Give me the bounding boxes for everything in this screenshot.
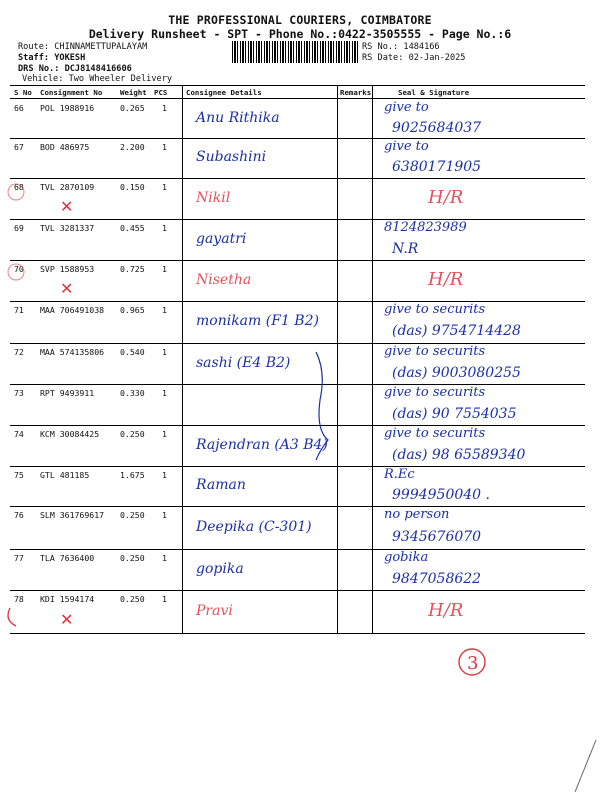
row-signature-line1: R.Ec	[384, 467, 415, 482]
row-consignment: MAA 706491038	[40, 305, 105, 315]
barcode	[232, 41, 358, 63]
cross-mark-icon: ✕	[60, 197, 74, 216]
row-pcs: 1	[162, 264, 167, 274]
row-rule	[10, 301, 585, 302]
row-signature-line1: 8124823989	[384, 220, 467, 235]
row-pcs: 1	[162, 142, 167, 152]
rs-date-label: RS Date: 02-Jan-2025	[362, 53, 466, 63]
row-consignment: TVL 3281337	[40, 223, 95, 233]
col-divider	[337, 301, 338, 343]
row-consignee: monikam (F1 B2)	[196, 313, 319, 329]
col-divider	[372, 85, 373, 98]
row-signature-line1: give to securits	[384, 344, 486, 359]
col-header-sno: S No	[14, 88, 32, 97]
row-consignee: sashi (E4 B2)	[196, 355, 291, 371]
row-weight: 0.330	[120, 388, 145, 398]
col-divider	[337, 138, 338, 178]
row-consignment: SLM 361769617	[40, 510, 105, 520]
col-divider	[372, 384, 373, 425]
row-pcs: 1	[162, 223, 167, 233]
row-signature-line1: H/R	[428, 269, 464, 290]
col-divider	[372, 301, 373, 343]
col-divider	[337, 85, 338, 98]
row-pcs: 1	[162, 347, 167, 357]
row-weight: 0.540	[120, 347, 145, 357]
row-rule	[10, 425, 585, 426]
col-header-consignment: Consignment No	[40, 88, 103, 97]
row-sno: 70	[14, 264, 24, 274]
row-sno: 73	[14, 388, 24, 398]
row-sno: 74	[14, 429, 24, 439]
col-divider	[372, 260, 373, 301]
row-signature-line1: give to securits	[384, 385, 486, 400]
row-consignment: RPT 9493911	[40, 388, 95, 398]
col-divider	[372, 425, 373, 466]
row-consignment: TVL 2870109	[40, 182, 95, 192]
row-weight: 0.150	[120, 182, 145, 192]
row-weight: 0.455	[120, 223, 145, 233]
row-sno: 78	[14, 594, 24, 604]
col-divider	[337, 425, 338, 466]
row-consignment: MAA 574135806	[40, 347, 105, 357]
row-pcs: 1	[162, 470, 167, 480]
col-divider	[372, 138, 373, 178]
cross-mark-icon: ✕	[60, 279, 74, 298]
row-consignee: Deepika (C-301)	[196, 519, 312, 535]
row-rule	[10, 466, 585, 467]
row-signature-line1: H/R	[428, 600, 464, 621]
row-pcs: 1	[162, 103, 167, 113]
table-header-rule	[10, 98, 585, 99]
col-divider	[337, 219, 338, 260]
col-divider	[372, 506, 373, 549]
row-consignment: TLA 7636400	[40, 553, 95, 563]
row-consignment: POL 1988916	[40, 103, 95, 113]
row-consignment: KCM 30084425	[40, 429, 100, 439]
row-sno: 69	[14, 223, 24, 233]
row-signature-line1: give to securits	[384, 426, 486, 441]
row-signature-line2: (das) 9754714428	[392, 323, 521, 339]
row-weight: 0.725	[120, 264, 145, 274]
row-signature-line1: give to	[384, 100, 429, 115]
col-divider	[337, 343, 338, 384]
runsheet-subtitle: Delivery Runsheet - SPT - Phone No.:0422-3505555 - Page No.:6	[88, 27, 512, 41]
col-divider	[337, 384, 338, 425]
row-pcs: 1	[162, 388, 167, 398]
row-weight: 0.250	[120, 510, 145, 520]
row-consignee: gopika	[196, 561, 244, 577]
row-rule	[10, 506, 585, 507]
col-divider	[337, 590, 338, 633]
staff-label: Staff: YOKESH	[18, 53, 86, 63]
row-weight: 0.250	[120, 429, 145, 439]
row-signature-line2: (das) 9003080255	[392, 365, 521, 381]
row-sno: 66	[14, 103, 24, 113]
route-label: Route: CHINNAMETTUPALAYAM	[18, 42, 148, 52]
col-divider	[372, 219, 373, 260]
row-consignee: gayatri	[196, 231, 247, 247]
row-consignee: Nikil	[196, 190, 231, 206]
row-pcs: 1	[162, 182, 167, 192]
row-sno: 75	[14, 470, 24, 480]
row-consignment: GTL 481185	[40, 470, 90, 480]
row-weight: 2.200	[120, 142, 145, 152]
row-signature-line2: N.R	[392, 241, 419, 257]
row-rule	[10, 633, 585, 634]
row-consignee: Nisetha	[196, 272, 252, 288]
row-weight: 0.250	[120, 594, 145, 604]
col-divider	[337, 506, 338, 549]
col-divider	[337, 99, 338, 138]
row-sno: 68	[14, 182, 24, 192]
row-consignee: Rajendran (A3 B4)	[196, 437, 328, 453]
row-consignee: Anu Rithika	[196, 110, 280, 126]
col-divider	[337, 549, 338, 590]
page-mark: 3	[467, 653, 479, 674]
row-signature-line2: 6380171905	[392, 159, 482, 175]
row-rule	[10, 590, 585, 591]
row-consignment: KDI 1594174	[40, 594, 95, 604]
row-weight: 1.675	[120, 470, 145, 480]
row-sno: 76	[14, 510, 24, 520]
edge-mark	[575, 740, 596, 792]
table-top-rule	[10, 85, 585, 86]
vehicle-label: Vehicle: Two Wheeler Delivery	[22, 74, 173, 84]
row-signature-line2: 9345676070	[392, 529, 482, 545]
row-consignment: BOD 486975	[40, 142, 90, 152]
row-rule	[10, 178, 585, 179]
row-pcs: 1	[162, 594, 167, 604]
row-signature-line2: (das) 98 65589340	[392, 447, 526, 463]
col-divider	[337, 260, 338, 301]
col-header-pcs: PCS	[154, 88, 168, 97]
row-signature-line2: 9994950040 .	[392, 487, 490, 503]
col-divider	[337, 178, 338, 219]
col-divider	[372, 343, 373, 384]
drs-label: DRS No.: DCJ8148416606	[18, 64, 132, 74]
rs-no-label: RS No.: 1484166	[362, 42, 440, 52]
col-header-consignee: Consignee Details	[186, 88, 262, 97]
col-divider	[372, 178, 373, 219]
row-weight: 0.250	[120, 553, 145, 563]
row-sno: 71	[14, 305, 24, 315]
row-sno: 72	[14, 347, 24, 357]
row-rule	[10, 549, 585, 550]
row-rule	[10, 384, 585, 385]
row-signature-line1: H/R	[428, 187, 464, 208]
row-signature-line1: give to	[384, 139, 429, 154]
row-sno: 77	[14, 553, 24, 563]
page-mark-circle	[459, 649, 485, 675]
row-signature-line1: no person	[384, 507, 450, 522]
row-pcs: 1	[162, 429, 167, 439]
company-title: THE PROFESSIONAL COURIERS, COIMBATORE	[168, 13, 432, 27]
row-consignee: Subashini	[196, 149, 267, 165]
col-divider	[372, 466, 373, 506]
col-header-remarks: Remarks	[340, 88, 372, 97]
row-rule	[10, 138, 585, 139]
row-pcs: 1	[162, 553, 167, 563]
cross-mark-icon: ✕	[60, 610, 74, 629]
row-signature-line1: give to securits	[384, 302, 486, 317]
row-rule	[10, 343, 585, 344]
row-consignee: Raman	[196, 477, 246, 493]
col-header-seal-signature: Seal & Signature	[398, 88, 470, 97]
row-weight: 0.965	[120, 305, 145, 315]
row-consignment: SVP 1588953	[40, 264, 95, 274]
row-pcs: 1	[162, 305, 167, 315]
row-signature-line2: 9025684037	[392, 120, 482, 136]
row-rule	[10, 219, 585, 220]
circle-mark-78	[8, 608, 16, 626]
row-signature-line1: gobika	[384, 550, 429, 565]
row-weight: 0.265	[120, 103, 145, 113]
row-signature-line2: 9847058622	[392, 571, 482, 587]
col-divider	[372, 99, 373, 138]
row-sno: 67	[14, 142, 24, 152]
row-consignee: Pravi	[196, 603, 233, 619]
col-header-weight: Weight	[120, 88, 147, 97]
row-pcs: 1	[162, 510, 167, 520]
col-divider	[372, 549, 373, 590]
row-rule	[10, 260, 585, 261]
col-divider	[337, 466, 338, 506]
col-divider	[372, 590, 373, 633]
row-signature-line2: (das) 90 7554035	[392, 406, 517, 422]
